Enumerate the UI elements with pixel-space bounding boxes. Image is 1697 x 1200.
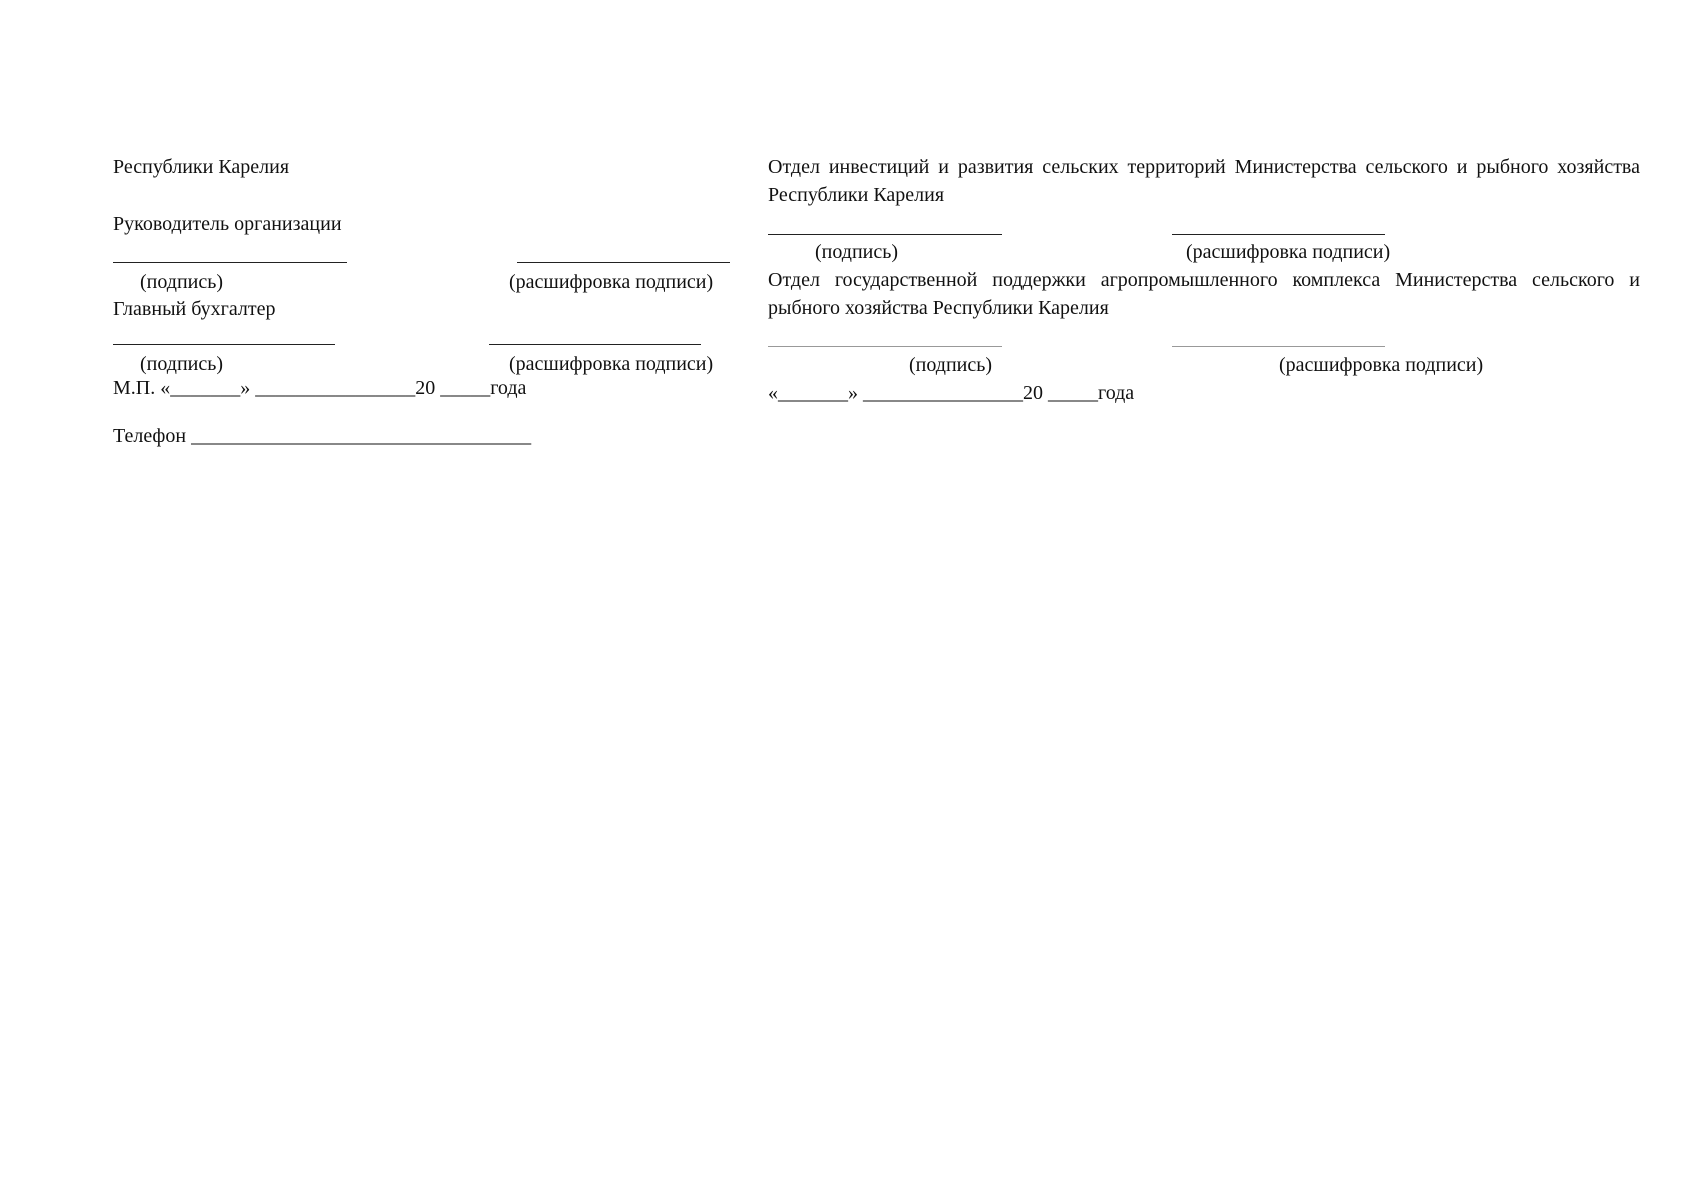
accountant-signature-caption: (подпись) — [140, 353, 224, 375]
head-of-organization-title: Руководитель организации — [113, 213, 342, 235]
dept1-decipher-line — [1172, 234, 1385, 235]
dept1-signature-caption: (подпись) — [815, 241, 899, 263]
head-signature-caption: (подпись) — [140, 271, 224, 293]
dept1-decipher-caption: (расшифровка подписи) — [1186, 241, 1391, 263]
region-name: Республики Карелия — [113, 156, 290, 178]
right-date-line: «_______» ________________20 _____года — [768, 382, 1135, 404]
department-support-text: Отдел государственной поддержки агропромышленного комплекса Министерства сельского и рыбного хозяйства Республики Карелия — [768, 269, 1640, 319]
head-decipher-caption: (расшифровка подписи) — [509, 271, 714, 293]
dept2-decipher-line — [1172, 346, 1385, 347]
dept2-decipher-caption: (расшифровка подписи) — [1279, 354, 1484, 376]
accountant-signature-line — [113, 344, 335, 345]
accountant-decipher-caption: (расшифровка подписи) — [509, 353, 714, 375]
accountant-decipher-line — [489, 344, 701, 345]
dept1-signature-line — [768, 234, 1002, 235]
department-investment-text: Отдел инвестиций и развития сельских территорий Министерства сельского и рыбного хозяйства Республики Карелия — [768, 156, 1640, 206]
head-decipher-line — [517, 262, 730, 263]
head-signature-line — [113, 262, 347, 263]
chief-accountant-title: Главный бухгалтер — [113, 298, 276, 320]
phone-row — [113, 424, 531, 448]
phone-label: Телефон — [113, 425, 192, 447]
dept2-signature-line — [768, 346, 1002, 347]
seal-date-line: М.П. «_______» ________________20 _____года — [113, 377, 527, 399]
dept2-signature-caption: (подпись) — [909, 354, 993, 376]
phone-blank: __________________________________ — [191, 425, 532, 447]
